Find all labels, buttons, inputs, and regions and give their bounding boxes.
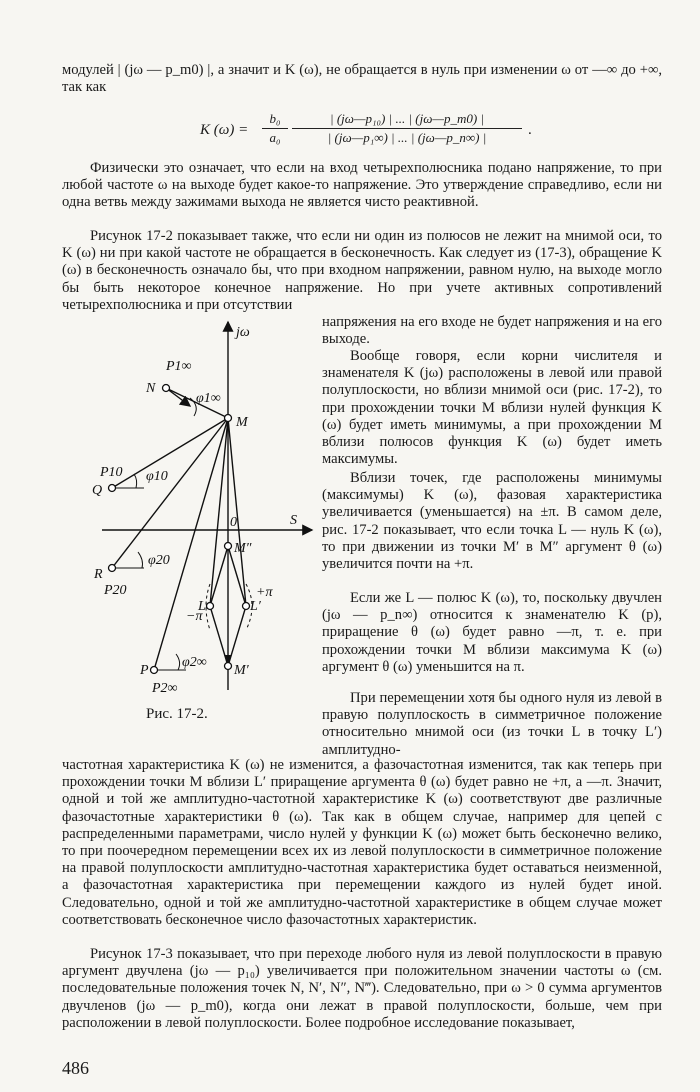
label-m-double-prime: M″ — [234, 541, 252, 556]
paragraph-top: модулей | (jω — p_m0) |, а значит и K (ω), не обращается в нуль при изменении ω от —∞ до +∞, так как — [62, 62, 662, 96]
label-p20: P20 — [104, 583, 127, 598]
paragraph-6: При перемещении хотя бы одного нуля из левой в правую полуплоскость в симметричное положение относительно мнимой оси (из точки L в точку L′) амплитудно- — [322, 690, 662, 758]
paragraph-4: Вблизи точек, где расположены минимумы (максимумы) K (ω), фазовая характеристика увеличивается (уменьшается) на ±π. В самом деле, рис. 17-2 показывает, что если точка L — нуль K (ω), то при движении из точки M′ в M″ аргумент θ (ω) увеличится почти на +π. — [322, 470, 662, 573]
figure-17-2 — [62, 318, 320, 698]
label-plus-pi: +π — [256, 585, 273, 600]
paragraph-2: Рисунок 17-2 показывает также, что если ни один из полюсов не лежит на мнимой оси, то K (ω) ни при какой частоте не обращается в бесконечность. Как следует из (17-3), обращение K (ω) в бесконечность означало бы, что при входном напряжении, равном нулю, на выходе могло бы быть некоторое конечное напряжение. Но при учете активных сопротивлений четырехполюсника и при отсутствии — [62, 228, 662, 313]
label-n: N — [146, 381, 156, 396]
formula-k-omega — [200, 110, 560, 154]
paragraph-6-cont: частотная характеристика K (ω) не изменится, а фазочастотная изменится, так как теперь при прохождении точки M вблизи L′ приращение аргумента θ (ω) будет равно не +π, а —π. Значит, одной и той же амплитудно-частотной характеристике K (ω) соответствуют две различные фазочастотные характеристики θ (ω). Так как в общем случае, например для цепей с распределенными параметрами, число нулей у функции K (ω) может быть бесконечно велико, то при поочередном перемещении всех их из левой полуплоскости в симметричное положение на правой полуплоскости амплитудно-частотная характеристика будет оставаться неизменной, а фазочастотная характеристика при перемещении каждого из нулей будет иной. Следовательно, одной и той же амплитудно-частотной характеристике в общем случае может соответствовать бесконечное число фазочастотных характеристик. — [62, 757, 662, 928]
formula-lhs: K (ω) = — [200, 122, 249, 138]
paragraph-2-cont: напряжения на его входе не будет напряжения и на его выходе. — [322, 314, 662, 348]
figure-caption: Рис. 17-2. — [146, 706, 208, 722]
label-p: P — [140, 663, 149, 678]
paragraph-1: Физически это означает, что если на вход четырехполюсника подано напряжение, то при любой частоте ω на выходе будет какое-то напряжение. Это утверждение справедливо, если ни одна ветвь между зажимами выхода не является чисто реактивной. — [62, 160, 662, 211]
label-r: R — [94, 567, 103, 582]
label-m: M — [236, 415, 248, 430]
formula-coefficient — [262, 110, 288, 147]
label-q: Q — [92, 483, 103, 498]
point-l — [207, 603, 214, 610]
point-l-prime — [243, 603, 250, 610]
paragraph-5: Если же L — полюс K (ω), то, поскольку двучлен (jω — p_n∞) относится к знаменателю K (p), приращение θ (ω) будет равно —π, т. е. при прохождении точки M вблизи максимума K (ω) аргумент θ (ω) уменьшится на π. — [322, 590, 662, 675]
label-p2-inf: P2∞ — [152, 681, 178, 696]
formula-fraction — [292, 110, 522, 147]
angle-arc-20 — [138, 552, 143, 568]
label-m-prime: M′ — [234, 663, 249, 678]
fraction-denominator: | (jω—p₁∞) | ... | (jω—p_n∞) | — [327, 130, 487, 145]
label-p10: P10 — [100, 465, 123, 480]
coef-denominator: a₀ — [269, 130, 281, 145]
point-q — [109, 485, 116, 492]
point-p — [151, 667, 158, 674]
coef-numerator: b₀ — [269, 111, 281, 126]
label-phi20: φ20 — [148, 553, 170, 568]
label-l-prime: L′ — [250, 599, 261, 614]
label-minus-pi: −π — [186, 609, 203, 624]
paragraph-3: Вообще говоря, если корни числителя и знаменателя K (jω) расположены в левой или правой полуплоскости, но вблизи мнимой оси (рис. 17-2), то при прохождении точки M вблизи нулей функция K (ω) будет иметь минимумы, а при прохождении M вблизи полюсов функция K (ω) будет иметь максимумы. — [322, 348, 662, 468]
label-p1-inf: P1∞ — [166, 359, 192, 374]
label-s: S — [290, 513, 297, 528]
point-m-double-prime — [225, 543, 232, 550]
point-r — [109, 565, 116, 572]
formula-period: . — [528, 122, 532, 138]
angle-arc-2 — [176, 654, 180, 670]
paragraph-7: Рисунок 17-3 показывает, что при переходе любого нуля из левой полуплоскости в правую аргумент двучлена (jω — p₁₀) увеличивается при положительном значении частоты ω (см. последовательные положения точек N, N′, N″, N‴). Следовательно, при ω > 0 сумма аргументов двучленов (jω — p_m0), когда они лежат в правой полуплоскости, больше, чем при расположении в левой полуплоскости. Более подробное исследование показывает, — [62, 946, 662, 1031]
label-origin: 0 — [230, 515, 237, 530]
label-l: L — [198, 599, 206, 614]
angle-arc-10 — [134, 474, 137, 488]
point-m-prime — [225, 663, 232, 670]
label-phi1-inf: φ1∞ — [196, 391, 221, 406]
label-phi10: φ10 — [146, 469, 168, 484]
label-jw: jω — [236, 325, 250, 340]
fraction-numerator: | (jω—p₁₀) | ... | (jω—p_m0) | — [330, 111, 484, 126]
page-number: 486 — [62, 1058, 89, 1078]
label-phi2-inf: φ2∞ — [182, 655, 207, 670]
point-n — [163, 385, 170, 392]
point-m — [225, 415, 232, 422]
vector-r-m — [112, 418, 228, 568]
